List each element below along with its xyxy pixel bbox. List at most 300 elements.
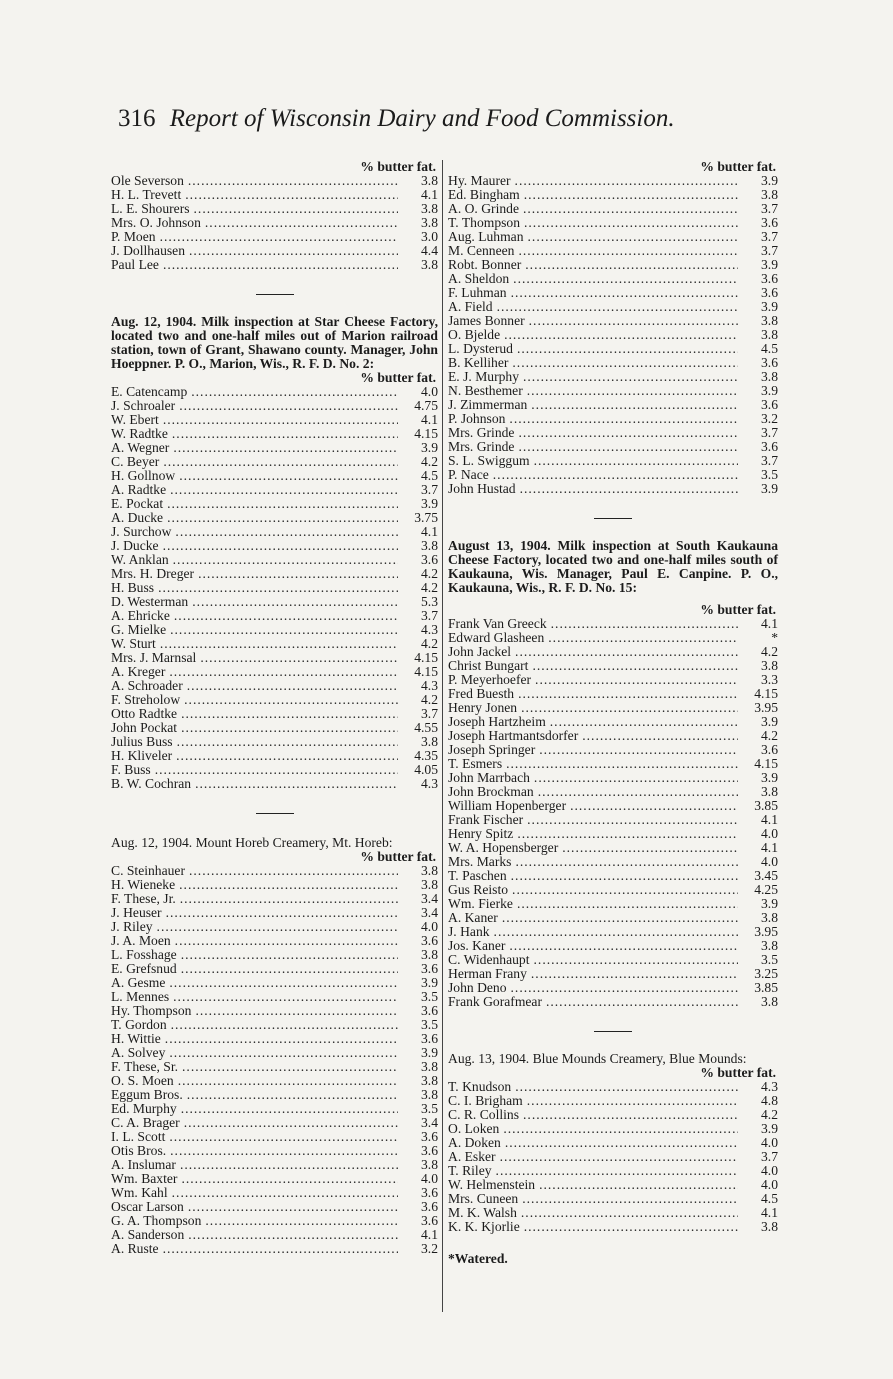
supplier-name: Ed. Bingham	[448, 187, 520, 202]
supplier-name: Henry Spitz	[448, 826, 514, 841]
dot-leader	[179, 469, 398, 483]
dot-leader	[174, 609, 398, 623]
table-row	[448, 687, 778, 701]
butter-fat-value: 4.2	[761, 644, 778, 659]
supplier-name: Hy. Thompson	[111, 1003, 192, 1018]
table-row	[448, 216, 778, 230]
dot-leader	[523, 370, 738, 384]
table-row	[448, 328, 778, 342]
butter-fat-value: 3.8	[421, 1059, 438, 1074]
dot-leader	[521, 701, 738, 715]
right-list-3	[448, 1080, 778, 1234]
dot-leader	[160, 230, 398, 244]
butter-fat-value: 3.6	[761, 355, 778, 370]
table-row	[448, 356, 778, 370]
butter-fat-value: 3.9	[761, 714, 778, 729]
fat-column-heading: % butter fat.	[360, 849, 436, 864]
table-row	[111, 679, 438, 693]
butter-fat-value: 4.2	[421, 566, 438, 581]
dot-leader	[524, 216, 738, 230]
butter-fat-value: 3.8	[421, 877, 438, 892]
butter-fat-value: 3.6	[761, 285, 778, 300]
section-intro-mount-horeb: Aug. 12, 1904. Mount Horeb Creamery, Mt. Horeb:	[111, 835, 393, 850]
butter-fat-value: 3.9	[421, 496, 438, 511]
supplier-name: L. Dysterud	[448, 341, 513, 356]
dot-leader	[522, 1192, 738, 1206]
supplier-name: Frank Fischer	[448, 812, 524, 827]
table-row	[448, 1136, 778, 1150]
table-row	[448, 286, 778, 300]
table-row	[448, 1206, 778, 1220]
supplier-name: Mrs. H. Dreger	[111, 566, 195, 581]
dot-leader	[200, 651, 398, 665]
dot-leader	[194, 202, 398, 216]
table-row	[448, 757, 778, 771]
supplier-name: J. Zimmerman	[448, 397, 528, 412]
butter-fat-value: 3.75	[414, 510, 438, 525]
table-row	[448, 855, 778, 869]
supplier-name: Julius Buss	[111, 734, 173, 749]
fat-column-heading: % butter fat.	[360, 370, 436, 385]
supplier-name: Hy. Maurer	[448, 173, 511, 188]
butter-fat-value: 4.15	[754, 686, 778, 701]
butter-fat-value: 4.05	[414, 762, 438, 777]
table-row	[111, 948, 438, 962]
butter-fat-value: 4.15	[414, 426, 438, 441]
dot-leader	[500, 1150, 738, 1164]
dot-leader	[550, 715, 738, 729]
supplier-name: T. Thompson	[448, 215, 520, 230]
butter-fat-value: 3.6	[421, 961, 438, 976]
butter-fat-value: 3.9	[421, 975, 438, 990]
dot-leader	[176, 749, 398, 763]
dot-leader	[527, 384, 738, 398]
dot-leader	[497, 300, 738, 314]
supplier-name: J. Schroaler	[111, 398, 176, 413]
supplier-name: L. Mennes	[111, 989, 170, 1004]
butter-fat-value: 3.8	[761, 910, 778, 925]
table-row	[448, 617, 778, 631]
dot-leader	[511, 286, 738, 300]
dot-leader	[179, 878, 398, 892]
table-row	[111, 749, 438, 763]
butter-fat-value: 3.6	[421, 1143, 438, 1158]
dot-leader	[158, 581, 398, 595]
table-row	[448, 258, 778, 272]
butter-fat-value: 3.6	[761, 439, 778, 454]
dot-leader	[171, 1018, 398, 1032]
butter-fat-value: 4.3	[421, 776, 438, 791]
dot-leader	[524, 188, 738, 202]
dot-leader	[170, 483, 398, 497]
dot-leader	[160, 637, 398, 651]
butter-fat-value: 4.0	[421, 919, 438, 934]
butter-fat-value: 4.1	[421, 1227, 438, 1242]
butter-fat-value: 3.7	[761, 243, 778, 258]
supplier-name: A. Esker	[448, 1149, 496, 1164]
page-title: Report of Wisconsin Dairy and Food Commission.	[169, 105, 675, 132]
butter-fat-value: 3.6	[421, 1213, 438, 1228]
table-row	[111, 962, 438, 976]
dot-leader	[169, 1046, 398, 1060]
table-row	[111, 892, 438, 906]
table-row	[111, 1228, 438, 1242]
supplier-name: H. Buss	[111, 580, 155, 595]
table-row	[448, 715, 778, 729]
butter-fat-value: 3.8	[761, 313, 778, 328]
page-header	[118, 104, 818, 134]
butter-fat-value: 3.5	[421, 1101, 438, 1116]
butter-fat-value: 4.3	[421, 678, 438, 693]
table-row	[448, 1192, 778, 1206]
right-column	[448, 160, 778, 1266]
dot-leader	[166, 906, 398, 920]
butter-fat-value: 3.6	[761, 215, 778, 230]
butter-fat-value: 3.8	[421, 538, 438, 553]
supplier-name: K. K. Kjorlie	[448, 1219, 520, 1234]
dot-leader	[506, 757, 738, 771]
dot-leader	[512, 356, 738, 370]
supplier-name: A. Ruste	[111, 1241, 159, 1256]
dot-leader	[534, 953, 738, 967]
supplier-name: G. Mielke	[111, 622, 167, 637]
dot-leader	[172, 1186, 398, 1200]
dot-leader	[163, 258, 398, 272]
table-row	[448, 883, 778, 897]
supplier-name: P. Moen	[111, 229, 156, 244]
table-row	[111, 413, 438, 427]
butter-fat-value: 3.6	[421, 1031, 438, 1046]
table-row	[448, 482, 778, 496]
supplier-name: William Hopenberger	[448, 798, 567, 813]
butter-fat-value: 3.8	[761, 658, 778, 673]
dot-leader	[515, 1080, 738, 1094]
table-row	[448, 911, 778, 925]
supplier-name: Henry Jonen	[448, 700, 518, 715]
supplier-name: L. E. Shourers	[111, 201, 190, 216]
table-row	[448, 729, 778, 743]
table-row	[111, 202, 438, 216]
dot-leader	[534, 771, 738, 785]
supplier-name: A. Field	[448, 299, 493, 314]
table-row	[448, 743, 778, 757]
supplier-name: E. Grefsnud	[111, 961, 177, 976]
butter-fat-value: 4.4	[421, 243, 438, 258]
supplier-name: A. Solvey	[111, 1045, 166, 1060]
butter-fat-value: 3.6	[421, 1003, 438, 1018]
butter-fat-value: 3.8	[421, 173, 438, 188]
table-row	[448, 230, 778, 244]
right-list-2	[448, 617, 778, 1009]
butter-fat-value: 3.9	[421, 1045, 438, 1060]
dot-leader	[177, 735, 398, 749]
butter-fat-value: 3.6	[421, 1129, 438, 1144]
butter-fat-value: 5.3	[421, 594, 438, 609]
dot-leader	[169, 976, 398, 990]
supplier-name: Joseph Springer	[448, 742, 536, 757]
butter-fat-value: 3.6	[421, 933, 438, 948]
dot-leader	[517, 897, 738, 911]
dot-leader	[205, 216, 398, 230]
butter-fat-value: 3.2	[761, 411, 778, 426]
supplier-name: H. Wieneke	[111, 877, 176, 892]
supplier-name: Jos. Kaner	[448, 938, 506, 953]
dot-leader	[182, 1060, 398, 1074]
dot-leader	[538, 785, 738, 799]
dot-leader	[518, 244, 738, 258]
butter-fat-value: 3.5	[421, 989, 438, 1004]
supplier-name: J. Hank	[448, 924, 490, 939]
dot-leader	[195, 1004, 398, 1018]
dot-leader	[167, 497, 398, 511]
butter-fat-value: 3.8	[761, 1219, 778, 1234]
supplier-name: John Pockat	[111, 720, 178, 735]
supplier-name: W. Helmenstein	[448, 1177, 536, 1192]
dot-leader	[192, 595, 398, 609]
dot-leader	[184, 693, 398, 707]
supplier-name: J. Surchow	[111, 524, 172, 539]
supplier-name: B. Kelliher	[448, 355, 509, 370]
butter-fat-value: 3.45	[754, 868, 778, 883]
dot-leader	[163, 539, 398, 553]
supplier-name: C. R. Collins	[448, 1107, 520, 1122]
supplier-name: Mrs. O. Johnson	[111, 215, 201, 230]
supplier-name: Joseph Hartzheim	[448, 714, 546, 729]
butter-fat-value: 3.4	[421, 1115, 438, 1130]
butter-fat-value: 4.3	[421, 622, 438, 637]
table-row	[111, 258, 438, 272]
butter-fat-value: 4.2	[761, 1107, 778, 1122]
dot-leader	[509, 939, 738, 953]
dot-leader	[165, 1032, 398, 1046]
butter-fat-value: 3.9	[761, 257, 778, 272]
butter-fat-value: 3.6	[421, 552, 438, 567]
butter-fat-value: 4.25	[754, 882, 778, 897]
supplier-name: C. I. Brigham	[448, 1093, 523, 1108]
table-row	[111, 1032, 438, 1046]
supplier-name: Eggum Bros.	[111, 1087, 183, 1102]
butter-fat-value: 4.0	[761, 1135, 778, 1150]
table-row	[111, 637, 438, 651]
supplier-name: C. Steinhauer	[111, 863, 185, 878]
table-row	[111, 441, 438, 455]
dot-leader	[532, 659, 738, 673]
supplier-name: P. Meyerhoefer	[448, 672, 532, 687]
dot-leader	[534, 454, 738, 468]
supplier-name: H. Kliveler	[111, 748, 173, 763]
butter-fat-value: 4.1	[761, 1205, 778, 1220]
dot-leader	[179, 399, 398, 413]
dot-leader	[528, 230, 738, 244]
butter-fat-value: *	[771, 630, 778, 645]
table-row	[448, 300, 778, 314]
table-row	[448, 645, 778, 659]
butter-fat-value: 4.3	[761, 1079, 778, 1094]
table-row	[111, 976, 438, 990]
table-row	[111, 539, 438, 553]
dot-leader	[517, 342, 738, 356]
dot-leader	[512, 883, 738, 897]
table-row	[111, 188, 438, 202]
table-row	[111, 735, 438, 749]
supplier-name: Mrs. Grinde	[448, 439, 515, 454]
supplier-name: T. Gordon	[111, 1017, 167, 1032]
butter-fat-value: 3.95	[754, 700, 778, 715]
supplier-name: E. Pockat	[111, 496, 164, 511]
left-list-2	[111, 385, 438, 791]
butter-fat-value: 3.7	[761, 201, 778, 216]
supplier-name: M. Cenneen	[448, 243, 515, 258]
dot-leader	[523, 1108, 738, 1122]
table-row	[111, 906, 438, 920]
butter-fat-value: 4.15	[414, 664, 438, 679]
dot-leader	[169, 1130, 398, 1144]
table-row	[111, 1060, 438, 1074]
table-row	[111, 1074, 438, 1088]
supplier-name: W. Ebert	[111, 412, 159, 427]
supplier-name: I. L. Scott	[111, 1129, 166, 1144]
table-row	[111, 483, 438, 497]
butter-fat-value: 4.15	[414, 650, 438, 665]
supplier-name: Mrs. Marks	[448, 854, 512, 869]
table-row	[448, 659, 778, 673]
table-row	[111, 920, 438, 934]
dot-leader	[527, 813, 738, 827]
table-row	[448, 1108, 778, 1122]
dot-leader	[518, 426, 738, 440]
butter-fat-value: 3.6	[421, 1185, 438, 1200]
dot-leader	[188, 174, 398, 188]
supplier-name: A. O. Grinde	[448, 201, 519, 216]
table-row	[111, 385, 438, 399]
supplier-name: F. Luhman	[448, 285, 507, 300]
dot-leader	[521, 1206, 738, 1220]
supplier-name: Mrs. J. Marnsal	[111, 650, 197, 665]
table-row	[448, 673, 778, 687]
supplier-name: T. Esmers	[448, 756, 503, 771]
table-row	[448, 967, 778, 981]
supplier-name: A. Inslumar	[111, 1157, 176, 1172]
butter-fat-value: 3.8	[421, 1073, 438, 1088]
table-row	[111, 1214, 438, 1228]
butter-fat-value: 4.5	[421, 468, 438, 483]
table-row	[448, 869, 778, 883]
butter-fat-value: 4.0	[761, 854, 778, 869]
butter-fat-value: 3.9	[761, 383, 778, 398]
table-row	[448, 370, 778, 384]
table-row	[111, 1242, 438, 1256]
supplier-name: Fred Buesth	[448, 686, 515, 701]
butter-fat-value: 3.6	[421, 1199, 438, 1214]
table-row	[448, 342, 778, 356]
table-row	[111, 230, 438, 244]
butter-fat-value: 3.6	[761, 271, 778, 286]
supplier-name: Robt. Bonner	[448, 257, 522, 272]
supplier-name: W. Sturt	[111, 636, 156, 651]
supplier-name: S. L. Swiggum	[448, 453, 530, 468]
column-divider	[442, 160, 443, 1312]
table-row	[448, 1150, 778, 1164]
butter-fat-value: 4.75	[414, 398, 438, 413]
table-row	[111, 1088, 438, 1102]
table-row	[448, 188, 778, 202]
supplier-name: O. S. Moen	[111, 1073, 174, 1088]
butter-fat-value: 3.8	[761, 994, 778, 1009]
supplier-name: F. Streholow	[111, 692, 181, 707]
butter-fat-value: 3.5	[421, 1017, 438, 1032]
butter-fat-value: 3.8	[421, 201, 438, 216]
dot-leader	[205, 1214, 398, 1228]
dot-leader	[155, 763, 398, 777]
butter-fat-value: 4.0	[761, 1163, 778, 1178]
table-row	[111, 934, 438, 948]
supplier-name: A. Gesme	[111, 975, 166, 990]
table-row	[111, 623, 438, 637]
dot-leader	[181, 721, 398, 735]
dot-leader	[189, 244, 398, 258]
supplier-name: O. Loken	[448, 1121, 500, 1136]
supplier-name: John Brockman	[448, 784, 534, 799]
butter-fat-value: 4.0	[761, 826, 778, 841]
dot-leader	[185, 188, 398, 202]
dot-leader	[515, 645, 738, 659]
table-row	[111, 1004, 438, 1018]
supplier-name: L. Fosshage	[111, 947, 177, 962]
dot-leader	[181, 1102, 398, 1116]
supplier-name: Edward Glasheen	[448, 630, 545, 645]
table-row	[111, 707, 438, 721]
butter-fat-value: 4.1	[421, 412, 438, 427]
table-row	[448, 827, 778, 841]
table-row	[111, 174, 438, 188]
supplier-name: A. Ehricke	[111, 608, 170, 623]
dot-leader	[173, 441, 398, 455]
supplier-name: Joseph Hartmantsdorfer	[448, 728, 579, 743]
table-row	[448, 384, 778, 398]
table-row	[111, 665, 438, 679]
dot-leader	[527, 1094, 738, 1108]
table-row	[111, 1046, 438, 1060]
supplier-name: A. Sanderson	[111, 1227, 185, 1242]
dot-leader	[189, 864, 398, 878]
dot-leader	[502, 911, 738, 925]
butter-fat-value: 3.85	[754, 980, 778, 995]
supplier-name: Otto Radtke	[111, 706, 178, 721]
table-row	[111, 777, 438, 791]
table-row	[448, 939, 778, 953]
section-intro-star-cheese: Aug. 12, 1904. Milk inspection at Star Cheese Factory, located two and one-half miles out of Marion railroad station, town of Grant, Shawano county. Manager, John Hoeppner. P. O., Marion, Wis., R. F. D. No. 2:	[111, 314, 438, 371]
supplier-name: A. Kreger	[111, 664, 166, 679]
table-row	[448, 1220, 778, 1234]
dot-leader	[493, 468, 738, 482]
table-row	[448, 841, 778, 855]
supplier-name: Frank Van Greeck	[448, 616, 547, 631]
supplier-name: J. Riley	[111, 919, 153, 934]
butter-fat-value: 3.9	[761, 770, 778, 785]
butter-fat-value: 3.5	[761, 467, 778, 482]
butter-fat-value: 3.8	[761, 938, 778, 953]
butter-fat-value: 3.8	[421, 215, 438, 230]
dot-leader	[539, 1178, 738, 1192]
supplier-name: Ole Severson	[111, 173, 184, 188]
dot-leader	[191, 385, 398, 399]
dot-leader	[548, 631, 738, 645]
dot-leader	[195, 777, 398, 791]
table-row	[111, 651, 438, 665]
supplier-name: Wm. Fierke	[448, 896, 513, 911]
dot-leader	[187, 679, 398, 693]
table-row	[111, 864, 438, 878]
